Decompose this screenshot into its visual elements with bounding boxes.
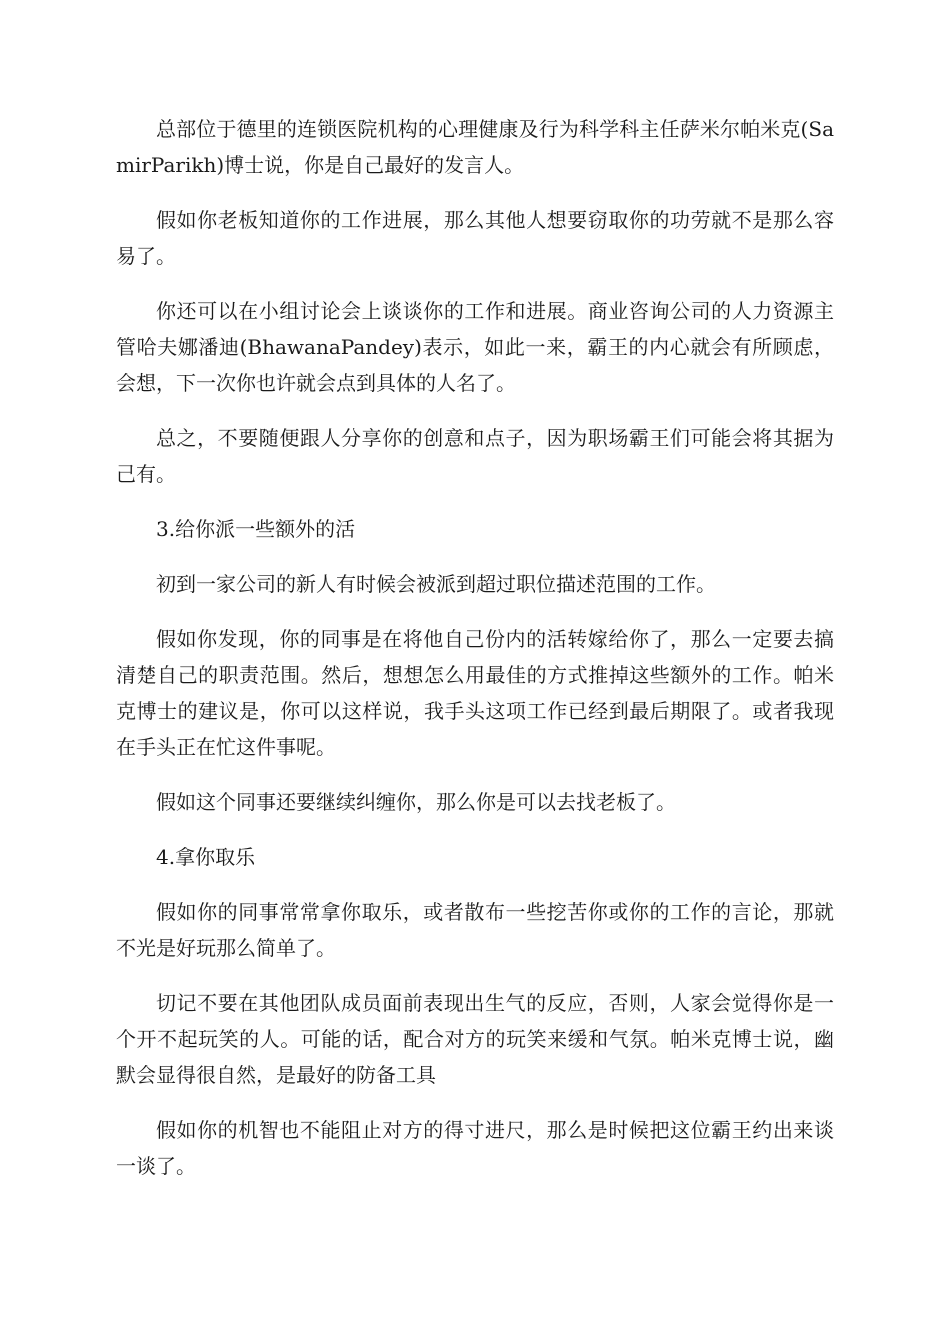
paragraph-teasing: 假如你的同事常常拿你取乐，或者散布一些挖苦你或你的工作的言论，那就不光是好玩那么简单了。 xyxy=(116,900,834,960)
section-heading-extra-work: 3.给你派一些额外的活 xyxy=(156,517,356,541)
paragraph-go-to-boss: 假如这个同事还要继续纠缠你，那么你是可以去找老板了。 xyxy=(156,790,676,814)
paragraph-talk-it-out: 假如你的机智也不能阻止对方的得寸进尺，那么是时候把这位霸王约出来谈一谈了。 xyxy=(116,1118,834,1178)
paragraph-new-hires: 初到一家公司的新人有时候会被派到超过职位描述范围的工作。 xyxy=(156,572,716,596)
paragraph-group-discussion: 你还可以在小组讨论会上谈谈你的工作和进展。商业咨询公司的人力资源主管哈夫娜潘迪(BhawanaPandey)表示，如此一来，霸王的内心就会有所顾虑，会想，下一次你也许就会点到具体的人名了。 xyxy=(116,299,834,395)
paragraph-intro-quote: 总部位于德里的连锁医院机构的心理健康及行为科学科主任萨米尔帕米克(SamirParikh)博士说，你是自己最好的发言人。 xyxy=(116,117,834,177)
document-body xyxy=(116,111,834,1203)
paragraph-clarify-duties: 假如你发现，你的同事是在将他自己份内的活转嫁给你了，那么一定要去搞清楚自己的职责范围。然后，想想怎么用最佳的方式推掉这些额外的工作。帕米克博士的建议是，你可以这样说，我手头这项工作已经到最后期限了。或者我现在手头正在忙这件事呢。 xyxy=(116,627,834,759)
section-heading-teasing: 4.拿你取乐 xyxy=(156,845,256,869)
paragraph-humor-defense: 切记不要在其他团队成员面前表现出生气的反应，否则，人家会觉得你是一个开不起玩笑的人。可能的话，配合对方的玩笑来缓和气氛。帕米克博士说，幽默会显得很自然，是最好的防备工具 xyxy=(116,991,834,1087)
paragraph-dont-share-ideas: 总之，不要随便跟人分享你的创意和点子，因为职场霸王们可能会将其据为己有。 xyxy=(116,426,834,486)
paragraph-boss-progress: 假如你老板知道你的工作进展，那么其他人想要窃取你的功劳就不是那么容易了。 xyxy=(116,208,834,268)
